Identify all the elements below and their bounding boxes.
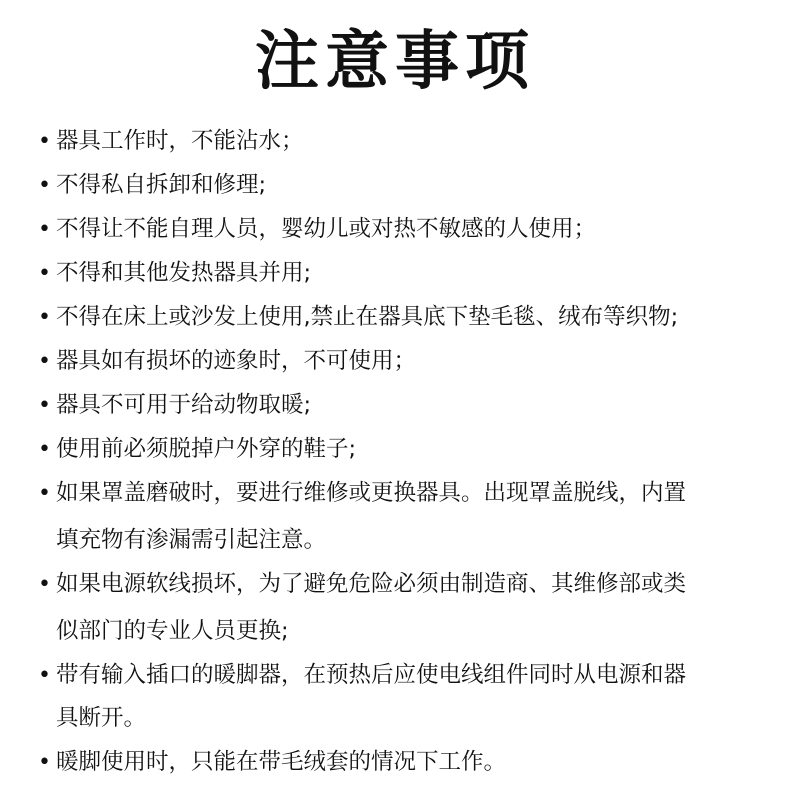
bullet-icon: • [38,481,51,506]
bullet-icon: • [38,261,51,286]
bullet-icon: • [38,750,51,775]
bullet-icon: • [38,129,51,154]
list-item-line: 不得私自拆卸和修理; [56,172,267,198]
list-item [38,208,783,251]
list-item-line: 不得让不能自理人员，婴幼儿或对热不敏感的人使用； [56,216,597,242]
list-item [38,340,783,383]
list-item-line: 不得在床上或沙发上使用,禁止在器具底下垫毛毯、绒布等织物; [56,304,679,330]
list-item [38,654,783,740]
bullet-icon: • [38,173,51,198]
list-item [38,428,783,471]
list-item-line: 填充物有渗漏需引起注意。 [56,527,327,553]
list-item-text [56,563,783,653]
list-item [38,384,783,427]
list-item-text [56,741,783,784]
list-item-text [56,164,783,207]
bullet-icon: • [38,663,51,688]
bullet-icon: • [38,217,51,242]
list-item-text [56,296,783,339]
page-title: 注意事项 [255,25,535,99]
list-item [38,120,783,163]
list-item [38,472,783,562]
bullet-icon: • [38,349,51,374]
list-item-text [56,654,783,740]
list-item-line: 如果电源软线损坏，为了避免危险必须由制造商、其维修部或类 [56,571,687,597]
list-item-text [56,428,783,471]
list-item-text [56,120,783,163]
list-item-line: 具断开。 [56,705,147,731]
list-item-line: 不得和其他发热器具并用; [56,260,312,286]
list-item-text [56,340,783,383]
list-item-line: 器具不可用于给动物取暖; [56,392,312,418]
list-item-line: 器具如有损坏的迹象时，不可使用； [56,348,417,374]
list-item-text [56,472,783,562]
list-item [38,563,783,653]
list-item-text [56,384,783,427]
list-item-line: 如果罩盖磨破时，要进行维修或更换器具。出现罩盖脱线，内置 [56,480,687,506]
list-item-line: 使用前必须脱掉户外穿的鞋子; [56,436,357,462]
list-item [38,296,783,339]
bullet-icon: • [38,393,51,418]
list-item [38,252,783,295]
bullet-icon: • [38,437,51,462]
list-item [38,164,783,207]
list-item-line: 暖脚使用时，只能在带毛绒套的情况下工作。 [56,749,507,775]
list-item-text [56,252,783,295]
list-item-line: 似部门的专业人员更换; [56,618,289,644]
list-item-line: 器具工作时，不能沾水； [56,128,304,154]
precautions-list [38,120,783,785]
bullet-icon: • [38,305,51,330]
bullet-icon: • [38,572,51,597]
list-item [38,741,783,784]
list-item-line: 带有输入插口的暖脚器，在预热后应使电线组件同时从电源和器 [56,662,687,688]
list-item-text [56,208,783,251]
